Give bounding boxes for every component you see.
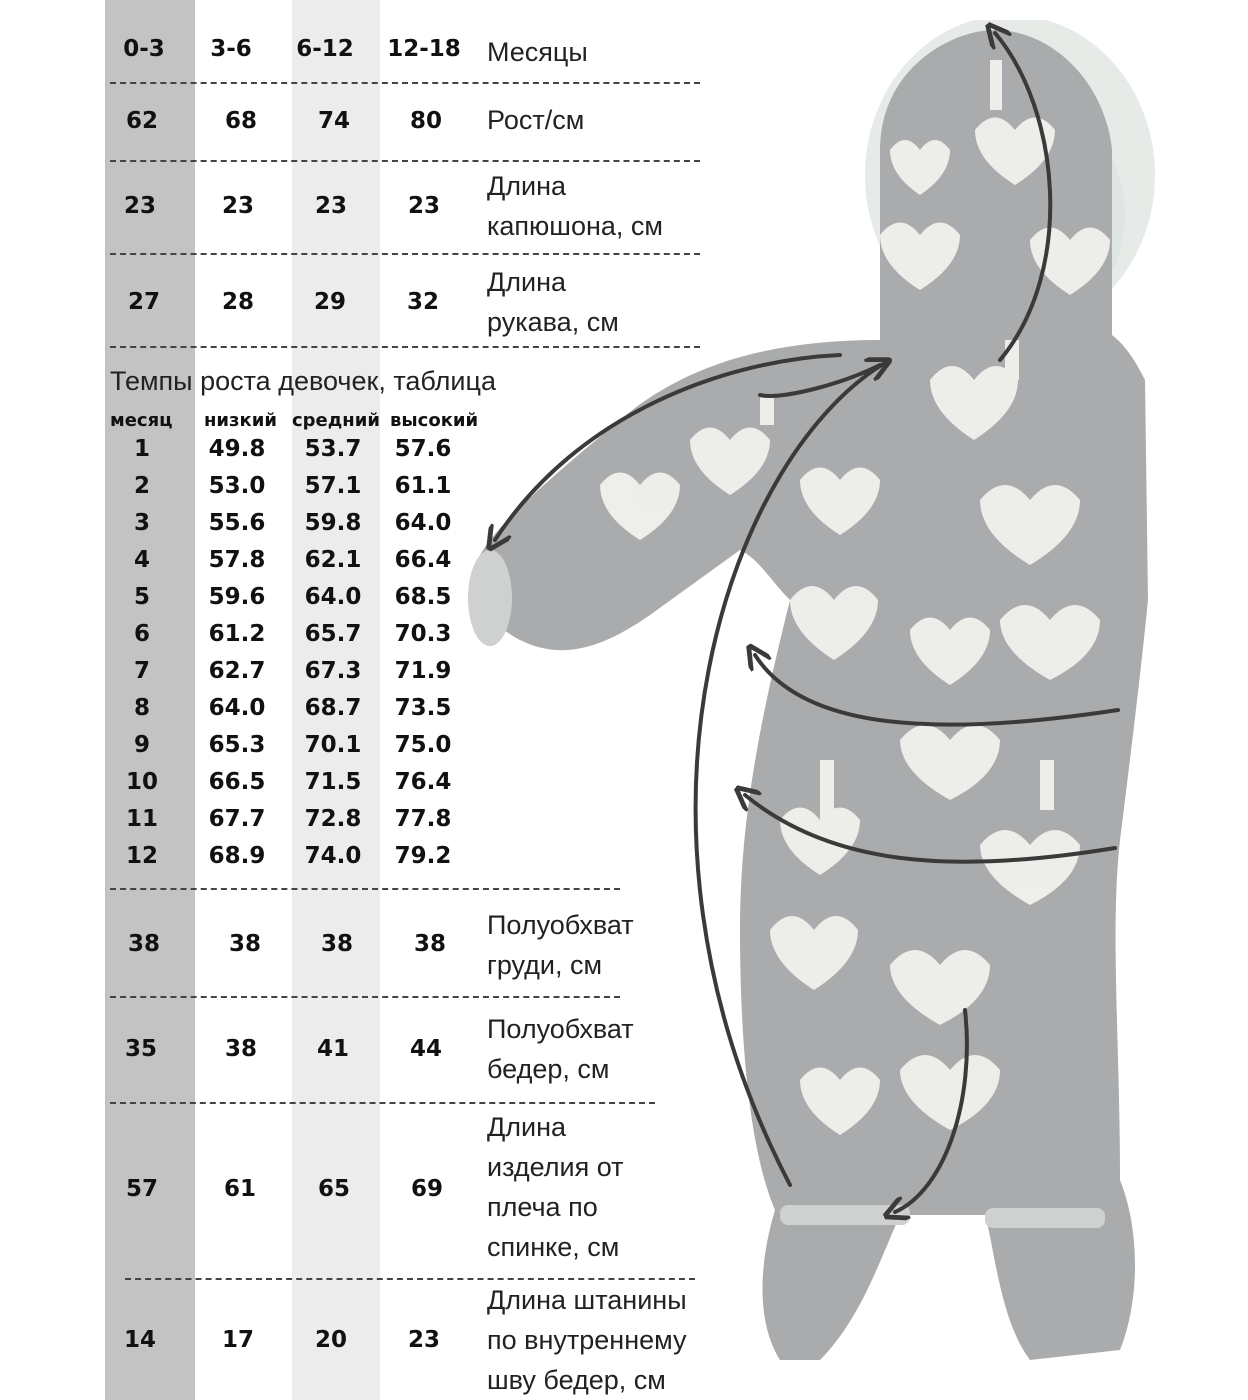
row-label: Длина капюшона, см xyxy=(487,171,663,241)
growth-value-cell: 59.8 xyxy=(304,510,362,536)
table-cell: 44 xyxy=(409,1036,442,1062)
growth-value-cell: 57.1 xyxy=(304,473,362,499)
growth-value-cell: 49.8 xyxy=(208,436,266,462)
table-cell: 23 xyxy=(407,193,440,219)
table-cell: 23 xyxy=(314,193,347,219)
growth-month-cell: 8 xyxy=(133,695,150,721)
growth-value-cell: 70.1 xyxy=(304,732,362,758)
table-cell: 0-3 xyxy=(123,36,165,62)
growth-value-cell: 71.9 xyxy=(394,658,452,684)
growth-value-cell: 71.5 xyxy=(304,769,362,795)
growth-value-cell: 68.5 xyxy=(394,584,452,610)
table-cell: 3-6 xyxy=(210,36,252,62)
table-cell: 68 xyxy=(224,108,257,134)
growth-header-high: высокий xyxy=(390,410,479,431)
table-cell: 65 xyxy=(317,1176,350,1202)
growth-value-cell: 57.6 xyxy=(394,436,452,462)
table-cell: 6-12 xyxy=(296,36,354,62)
table-cell: 29 xyxy=(313,289,346,315)
growth-value-cell: 70.3 xyxy=(394,621,452,647)
row-label: Длина рукава, см xyxy=(487,267,619,337)
growth-value-cell: 77.8 xyxy=(394,806,452,832)
growth-table-title: Темпы роста девочек, таблица xyxy=(110,366,496,396)
growth-month-cell: 2 xyxy=(133,473,150,499)
growth-month-cell: 10 xyxy=(125,769,158,795)
table-cell: 12-18 xyxy=(387,36,461,62)
growth-header-mid: средний xyxy=(292,410,380,431)
table-cell: 38 xyxy=(228,931,261,957)
growth-month-cell: 3 xyxy=(133,510,150,536)
growth-value-cell: 62.1 xyxy=(304,547,362,573)
table-cell: 57 xyxy=(125,1176,158,1202)
growth-value-cell: 65.3 xyxy=(208,732,266,758)
growth-value-cell: 79.2 xyxy=(394,843,452,869)
growth-value-cell: 62.7 xyxy=(208,658,266,684)
row-label: Полуобхват груди, см xyxy=(487,910,634,980)
growth-month-cell: 5 xyxy=(133,584,150,610)
table-cell: 17 xyxy=(221,1327,254,1353)
growth-month-cell: 7 xyxy=(133,658,150,684)
growth-value-cell: 74.0 xyxy=(304,843,362,869)
growth-value-cell: 53.7 xyxy=(304,436,362,462)
growth-value-cell: 57.8 xyxy=(208,547,266,573)
row-label: Месяцы xyxy=(487,37,588,67)
table-cell: 38 xyxy=(413,931,446,957)
table-cell: 23 xyxy=(123,193,156,219)
table-cell: 32 xyxy=(406,289,439,315)
table-cell: 69 xyxy=(410,1176,443,1202)
growth-value-cell: 68.9 xyxy=(208,843,266,869)
table-cell: 23 xyxy=(221,193,254,219)
growth-value-cell: 59.6 xyxy=(208,584,266,610)
row-label: Рост/см xyxy=(487,105,585,135)
table-cell: 35 xyxy=(124,1036,157,1062)
row-label: Полуобхват бедер, см xyxy=(487,1014,634,1084)
growth-value-cell: 67.7 xyxy=(208,806,266,832)
growth-header-month: месяц xyxy=(110,410,173,431)
growth-value-cell: 75.0 xyxy=(394,732,452,758)
table-cell: 41 xyxy=(316,1036,349,1062)
growth-month-cell: 1 xyxy=(133,436,150,462)
growth-value-cell: 73.5 xyxy=(394,695,452,721)
growth-value-cell: 66.4 xyxy=(394,547,452,573)
table-cell: 28 xyxy=(221,289,254,315)
growth-month-cell: 12 xyxy=(125,843,158,869)
table-cell: 74 xyxy=(317,108,350,134)
growth-value-cell: 67.3 xyxy=(304,658,362,684)
growth-header-low: низкий xyxy=(204,410,277,431)
table-cell: 62 xyxy=(125,108,158,134)
table-cell: 61 xyxy=(223,1176,256,1202)
table-cell: 27 xyxy=(127,289,160,315)
growth-value-cell: 55.6 xyxy=(208,510,266,536)
growth-value-cell: 61.1 xyxy=(394,473,452,499)
growth-value-cell: 72.8 xyxy=(304,806,362,832)
growth-value-cell: 68.7 xyxy=(304,695,362,721)
growth-month-cell: 4 xyxy=(133,547,150,573)
snowsuit-illustration xyxy=(460,20,1160,1400)
table-cell: 80 xyxy=(409,108,442,134)
growth-value-cell: 61.2 xyxy=(208,621,266,647)
growth-value-cell: 53.0 xyxy=(208,473,266,499)
growth-value-cell: 64.0 xyxy=(394,510,452,536)
table-cell: 14 xyxy=(123,1327,156,1353)
growth-value-cell: 65.7 xyxy=(304,621,362,647)
table-cell: 38 xyxy=(224,1036,257,1062)
row-label: Длина изделия от плеча по спинке, см xyxy=(487,1112,624,1262)
growth-value-cell: 64.0 xyxy=(304,584,362,610)
table-cell: 38 xyxy=(320,931,353,957)
growth-value-cell: 64.0 xyxy=(208,695,266,721)
growth-month-cell: 6 xyxy=(133,621,150,647)
growth-value-cell: 66.5 xyxy=(208,769,266,795)
growth-month-cell: 9 xyxy=(133,732,150,758)
growth-value-cell: 76.4 xyxy=(394,769,452,795)
growth-month-cell: 11 xyxy=(125,806,158,832)
table-cell: 20 xyxy=(314,1327,347,1353)
table-cell: 38 xyxy=(127,931,160,957)
row-label: Длина штанины по внутреннему шву бедер, см xyxy=(487,1285,687,1395)
table-cell: 23 xyxy=(407,1327,440,1353)
